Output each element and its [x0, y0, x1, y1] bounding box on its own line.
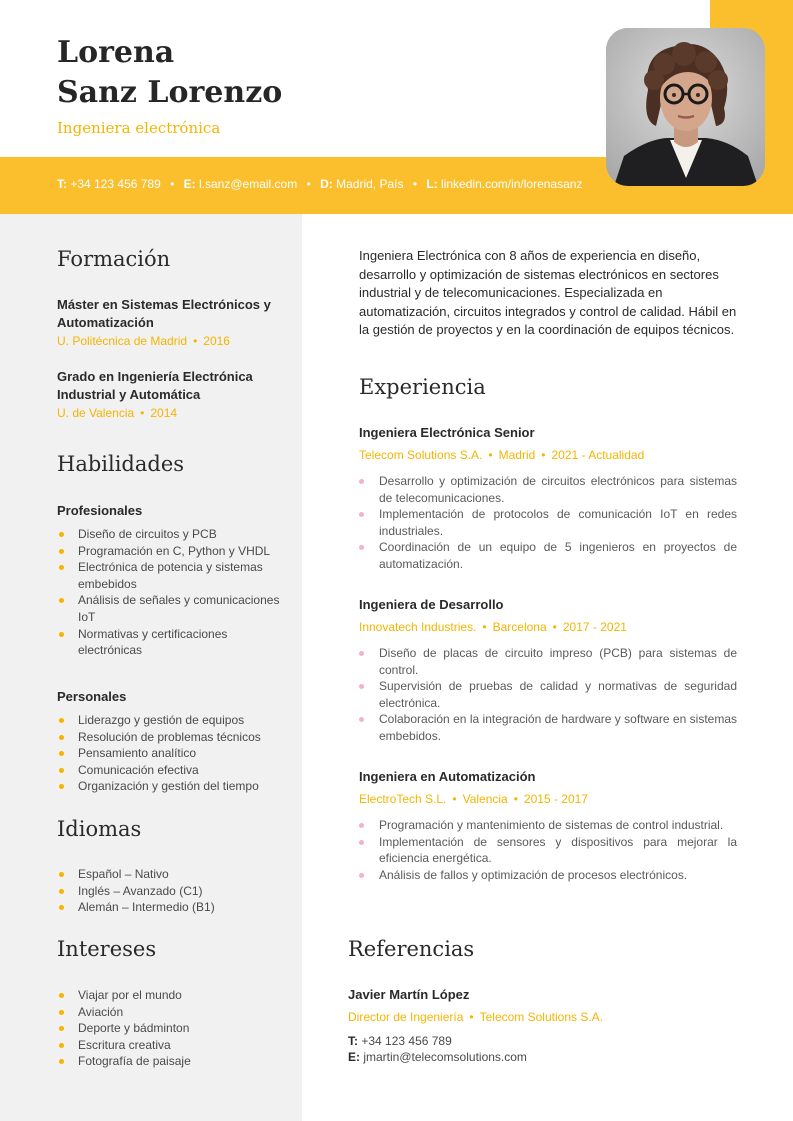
interests-list: [57, 987, 287, 1070]
position-period: 2015 - 2017: [523, 792, 588, 806]
list-item: Implementación de sensores y dispositivos para mejorar la eficiencia energética.: [359, 834, 737, 867]
phone-label: T:: [57, 177, 67, 191]
reference-meta: [348, 1010, 748, 1024]
position-meta: [359, 448, 737, 462]
list-item: Español – Nativo: [57, 866, 287, 883]
education-heading: Formación: [57, 247, 171, 271]
contact-separator: •: [306, 177, 311, 191]
meta-separator: •: [541, 448, 546, 462]
list-item: Colaboración en la integración de hardware y software en sistemas embebidos.: [359, 711, 737, 744]
address-label: D:: [320, 177, 333, 191]
interests-heading: Intereses: [57, 937, 157, 961]
professional-skills-list: [57, 526, 287, 659]
list-item: Escritura creativa: [57, 1037, 287, 1054]
profile-photo: [606, 28, 765, 186]
list-item: Implementación de protocolos de comunicación IoT en redes industriales.: [359, 506, 737, 539]
name-line-1: Lorena: [57, 35, 175, 70]
degree-name: Máster en Sistemas Electrónicos y Automatización: [57, 297, 271, 330]
list-item: Resolución de problemas técnicos: [57, 729, 287, 746]
experience-item: [359, 597, 737, 745]
reference-email: jmartin@telecomsolutions.com: [363, 1049, 527, 1064]
professional-skills-heading: Profesionales: [57, 503, 143, 518]
languages-list: [57, 866, 287, 916]
email-value: l.sanz@email.com: [199, 177, 298, 191]
sidebar-panel: [0, 214, 302, 1121]
list-item: Electrónica de potencia y sistemas embebidos: [57, 559, 287, 592]
list-item: Supervisión de pruebas de calidad y normativas de seguridad electrónica.: [359, 678, 737, 711]
meta-separator: •: [513, 792, 518, 806]
name-line-2: Sanz Lorenzo: [57, 75, 283, 110]
meta-separator: •: [452, 792, 457, 806]
school-name: U. de Valencia: [57, 406, 135, 420]
list-item: Programación en C, Python y VHDL: [57, 543, 287, 560]
avatar-illustration: [606, 28, 765, 186]
reference-contact: [348, 1034, 748, 1065]
languages-heading: Idiomas: [57, 817, 142, 841]
personal-skills-heading: Personales: [57, 689, 127, 704]
list-item: Desarrollo y optimización de circuitos electrónicos para sistemas de telecomunicaciones.: [359, 473, 737, 506]
list-item: Diseño de placas de circuito impreso (PCB) para sistemas de control.: [359, 645, 737, 678]
reference-email-label: E:: [348, 1049, 360, 1064]
degree-year: 2014: [150, 406, 178, 420]
email-label: E:: [183, 177, 196, 191]
meta-separator: •: [488, 448, 493, 462]
experience-item: [359, 425, 737, 573]
achievement-list: [359, 645, 737, 745]
phone-value: +34 123 456 789: [70, 177, 161, 191]
reference-item: [348, 987, 748, 1065]
personal-skills-list: [57, 712, 287, 795]
degree-year: 2016: [203, 334, 230, 348]
list-item: Alemán – Intermedio (B1): [57, 899, 287, 916]
list-item: Deporte y bádminton: [57, 1020, 287, 1037]
achievement-list: [359, 473, 737, 573]
experience-heading: Experiencia: [359, 375, 486, 399]
reference-company: Telecom Solutions S.A.: [479, 1010, 604, 1024]
company-name: Telecom Solutions S.A.: [359, 448, 483, 462]
reference-phone: +34 123 456 789: [361, 1034, 452, 1048]
position-title: Ingeniera de Desarrollo: [359, 597, 504, 612]
position-title: Ingeniera en Automatización: [359, 769, 536, 784]
list-item: Pensamiento analítico: [57, 745, 287, 762]
contact-separator: •: [412, 177, 418, 191]
list-item: Liderazgo y gestión de equipos: [57, 712, 287, 729]
list-item: Viajar por el mundo: [57, 987, 287, 1004]
list-item: Fotografía de paisaje: [57, 1053, 287, 1070]
meta-separator: •: [552, 620, 557, 634]
school-name: U. Politécnica de Madrid: [57, 334, 188, 348]
position-meta: [359, 620, 737, 634]
job-title-header: Ingeniera electrónica: [57, 119, 221, 137]
achievement-list: [359, 817, 737, 883]
company-name: ElectroTech S.L.: [359, 792, 447, 806]
profile-summary: Ingeniera Electrónica con 8 años de experiencia en diseño, desarrollo y optimización de sistemas electrónicos en sectores industrial y de telecomunicaciones. Especializada en automatización, circuitos integrados y control de calidad. Hábil en la gestión de proyectos y en la coordinación de equipos técnicos.: [359, 248, 737, 337]
experience-item: [359, 769, 737, 883]
company-name: Innovatech Industries.: [359, 620, 477, 634]
position-title: Ingeniera Electrónica Senior: [359, 425, 535, 440]
position-period: 2017 - 2021: [562, 620, 627, 634]
position-meta: [359, 792, 737, 806]
references-heading: Referencias: [348, 937, 475, 961]
list-item: Diseño de circuitos y PCB: [57, 526, 287, 543]
degree-meta: [57, 406, 277, 420]
list-item: Análisis de fallos y optimización de procesos electrónicos.: [359, 867, 737, 884]
meta-separator: •: [140, 406, 145, 420]
reference-name: Javier Martín López: [348, 987, 470, 1002]
degree-name: Grado en Ingeniería Electrónica Industrial y Automática: [57, 369, 253, 402]
skills-heading: Habilidades: [57, 452, 185, 476]
address-value: Madrid, País: [336, 177, 404, 191]
meta-separator: •: [482, 620, 487, 634]
reference-phone-label: T:: [348, 1034, 358, 1048]
list-item: Normativas y certificaciones electrónicas: [57, 626, 287, 659]
list-item: Coordinación de un equipo de 5 ingenieros en proyectos de automatización.: [359, 539, 737, 572]
list-item: Comunicación efectiva: [57, 762, 287, 779]
position-period: 2021 - Actualidad: [551, 448, 645, 462]
list-item: Análisis de señales y comunicaciones IoT: [57, 592, 287, 625]
list-item: Aviación: [57, 1004, 287, 1021]
contact-separator: •: [170, 177, 175, 191]
company-city: Barcelona: [492, 620, 547, 634]
linkedin-label: L:: [426, 177, 438, 191]
contact-line: [57, 177, 582, 191]
company-city: Madrid: [498, 448, 536, 462]
list-item: Inglés – Avanzado (C1): [57, 883, 287, 900]
degree-meta: [57, 334, 277, 348]
linkedin-value: linkedin.com/in/lorenasanz: [441, 177, 583, 191]
list-item: Organización y gestión del tiempo: [57, 778, 287, 795]
education-item: [57, 296, 277, 348]
company-city: Valencia: [462, 792, 508, 806]
reference-role: Director de Ingeniería: [348, 1010, 464, 1024]
education-item: [57, 368, 277, 420]
meta-separator: •: [469, 1010, 474, 1024]
candidate-name: [57, 33, 282, 113]
list-item: Programación y mantenimiento de sistemas de control industrial.: [359, 817, 737, 834]
meta-separator: •: [193, 334, 198, 348]
